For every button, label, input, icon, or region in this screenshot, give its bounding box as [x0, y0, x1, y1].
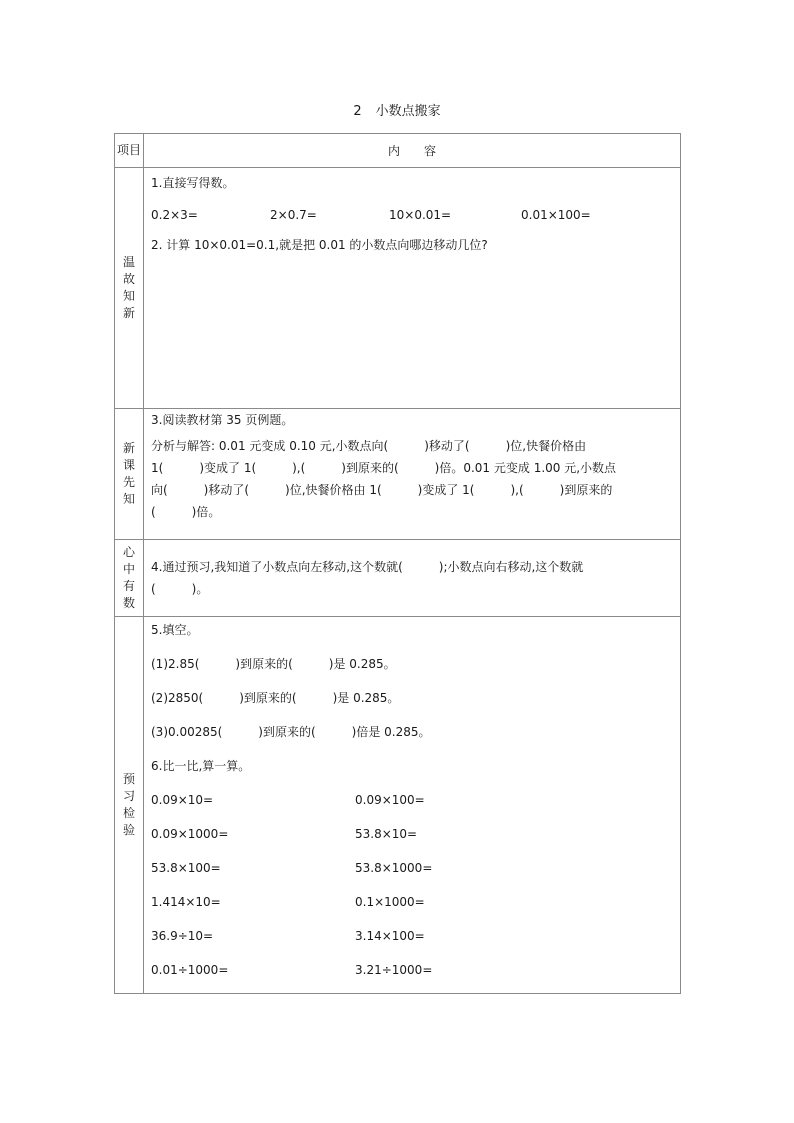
section-content-review	[144, 168, 681, 409]
section-review	[115, 168, 681, 409]
q1-item: 10×0.01=	[389, 208, 452, 222]
q6-item: 36.9÷10=	[151, 929, 214, 943]
header-item-label: 项目	[115, 134, 144, 168]
worksheet-table	[114, 133, 681, 994]
question-5-item: (2)2850( )到原来的( )是 0.285。	[151, 691, 400, 705]
section-content-mind	[144, 540, 681, 617]
q6-item: 3.21÷1000=	[355, 963, 433, 977]
section-label-review: 温故知新	[115, 168, 144, 409]
q6-item: 53.8×1000=	[355, 861, 433, 875]
question-3-line: 分析与解答: 0.01 元变成 0.10 元,小数点向( )移动了( )位,快餐价格由	[151, 439, 587, 453]
question-6-row	[151, 783, 680, 817]
question-5-item: (3)0.00285( )到原来的( )倍是 0.285。	[151, 725, 431, 739]
q6-item: 0.09×100=	[355, 793, 425, 807]
section-label-new-lesson: 新课先知	[115, 409, 144, 540]
question-6-row	[151, 919, 680, 953]
question-1-title: 1.直接写得数。	[151, 176, 235, 190]
section-content-check	[144, 617, 681, 994]
header-row	[115, 134, 681, 168]
question-3-line: 1( )变成了 1( ),( )到原来的( )倍。0.01 元变成 1.00 元,小数点	[151, 461, 617, 475]
q6-item: 53.8×100=	[151, 861, 221, 875]
question-5-item: (1)2.85( )到原来的( )是 0.285。	[151, 657, 396, 671]
section-label-check: 预习检验	[115, 617, 144, 994]
q6-item: 0.1×1000=	[355, 895, 425, 909]
question-6-row	[151, 885, 680, 919]
lesson-number: 2	[353, 104, 362, 119]
q6-item: 53.8×10=	[355, 827, 418, 841]
section-new-lesson	[115, 409, 681, 540]
question-4-line: 4.通过预习,我知道了小数点向左移动,这个数就( );小数点向右移动,这个数就	[151, 560, 584, 574]
q1-item: 2×0.7=	[270, 208, 317, 222]
question-2: 2. 计算 10×0.01=0.1,就是把 0.01 的小数点向哪边移动几位?	[151, 238, 488, 252]
question-3-title: 3.阅读教材第 35 页例题。	[151, 413, 294, 427]
lesson-title: 小数点搬家	[375, 104, 441, 119]
question-4-line: ( )。	[151, 582, 209, 596]
q1-item: 0.01×100=	[521, 208, 591, 222]
question-6-title: 6.比一比,算一算。	[151, 759, 251, 773]
section-mind	[115, 540, 681, 617]
header-content-label: 内 容	[144, 134, 681, 168]
question-5-title: 5.填空。	[151, 623, 199, 637]
q6-item: 3.14×100=	[355, 929, 425, 943]
question-6-row	[151, 851, 680, 885]
section-label-mind: 心中有数	[115, 540, 144, 617]
question-6-row	[151, 817, 680, 851]
question-6-row	[151, 953, 680, 987]
q6-item: 0.09×10=	[151, 793, 214, 807]
section-content-new-lesson	[144, 409, 681, 540]
question-3-line: 向( )移动了( )位,快餐价格由 1( )变成了 1( ),( )到原来的	[151, 483, 613, 497]
q6-item: 0.09×1000=	[151, 827, 229, 841]
q6-item: 0.01÷1000=	[151, 963, 229, 977]
q1-item: 0.2×3=	[151, 208, 198, 222]
q6-item: 1.414×10=	[151, 895, 221, 909]
page-title	[0, 100, 794, 119]
question-3-line: ( )倍。	[151, 505, 221, 519]
section-check	[115, 617, 681, 994]
question-1-items	[151, 200, 680, 233]
